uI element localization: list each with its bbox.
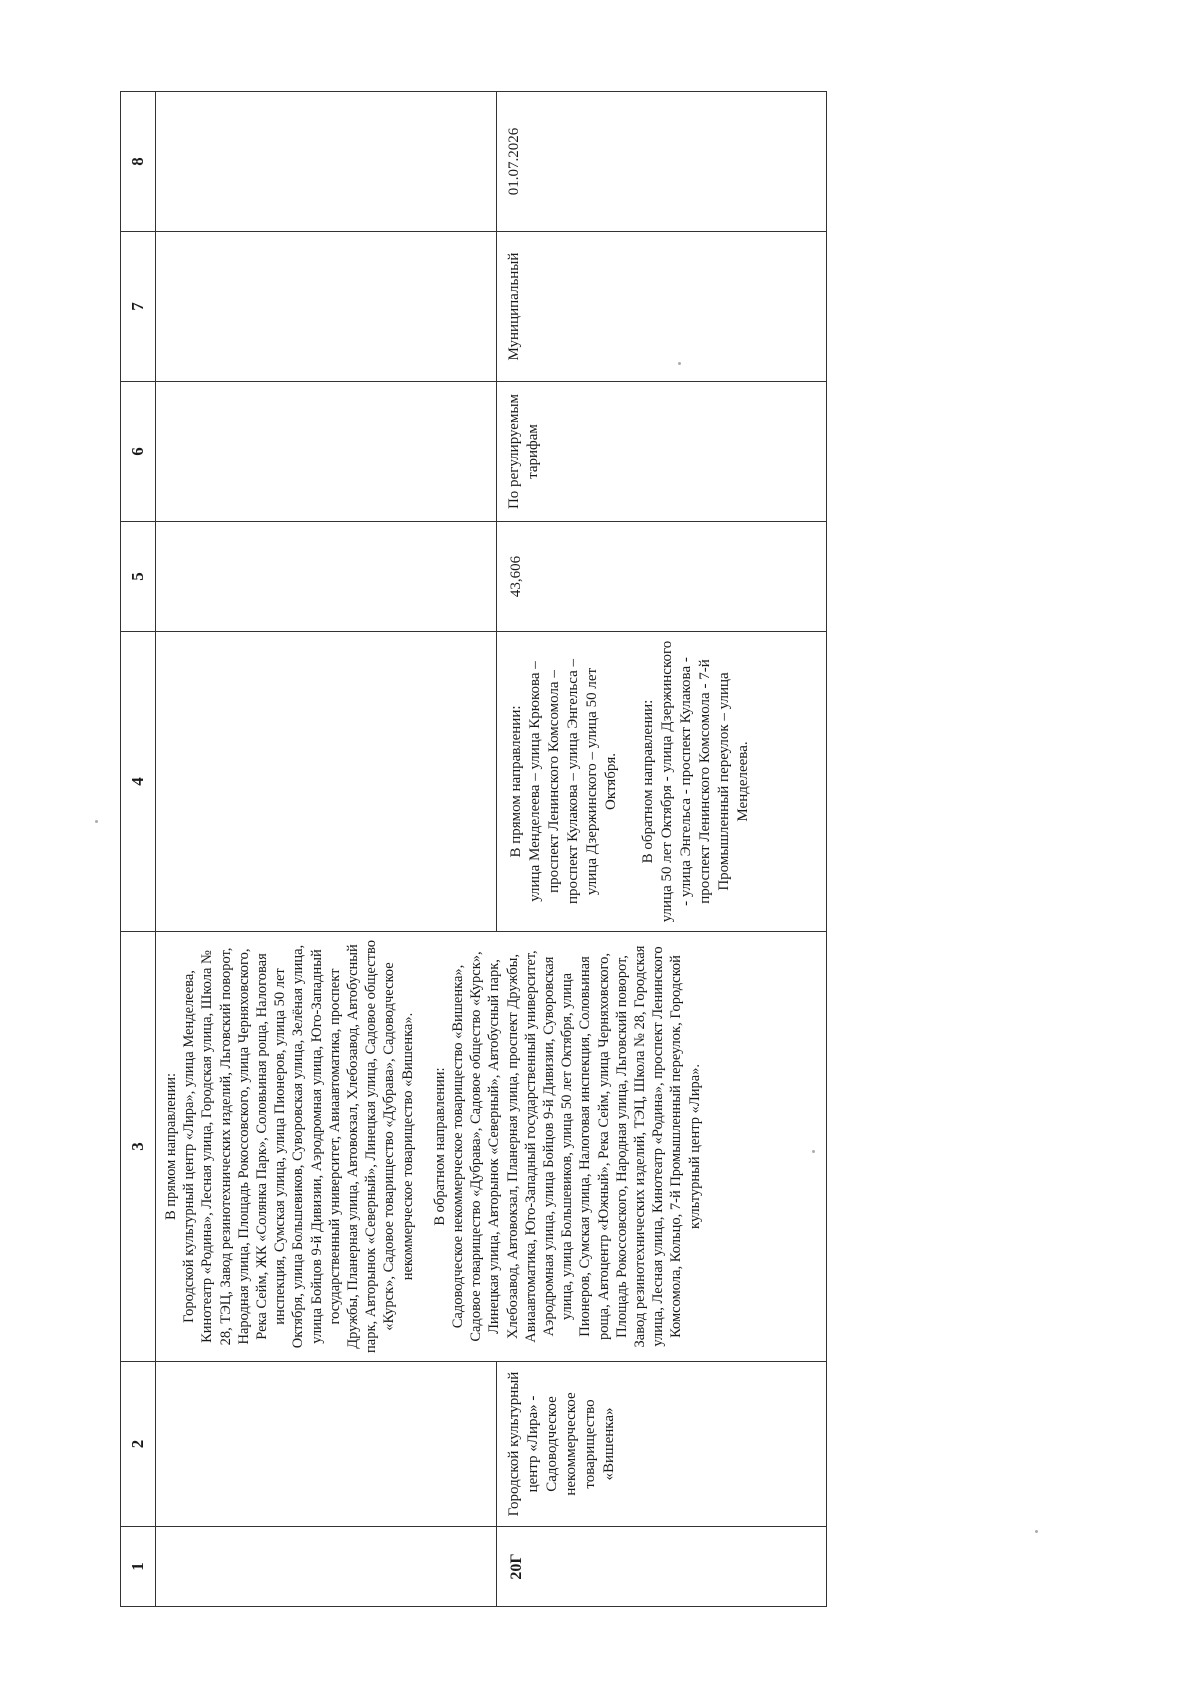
scan-speck bbox=[678, 362, 681, 365]
stops-backward-list: Садоводческое некоммерческое товарищество «Вишенка», Садовое товарищество «Дубрава», Садовое общество «Курск», Линецкая улица, Авторынок «Северный», Автобусный парк, Хлебозавод, Автовокзал, Планерная улица, проспект Дружбы, Авиаавтоматика, Юго-Западный государственный университет, Аэродромная улица, улица Бойцов 9-й Дивизии, Суворовская улица, улица Большевиков, улица 50 лет Октября, улица Пионеров, Сумская улица, Налоговая инспекция, Соловьиная роща, Автоцентр «Южный», Река Сейм, улица Черняховского, Площадь Рокоссовского, Народная улица, Льговский поворот, Завод резинотехнических изделий, ТЭЦ, Школа № 28, Городская улица, Лесная улица, Кинотеатр «Родина», проспект Ленинского Комсомола, Кольцо, 7-й Промышленный переулок, Городской культурный центр «Лира». bbox=[450, 945, 703, 1348]
blank-cell-8 bbox=[156, 92, 497, 232]
scan-speck bbox=[1035, 1530, 1038, 1533]
column-header-5: 5 bbox=[121, 522, 156, 632]
stops-forward-list: Городской культурный центр «Лира», улица Менделеева, Кинотеатр «Родина», Лесная улица, Городская улица, Школа № 28, ТЭЦ, Завод резинотехнических изделий, Льговский поворот, Народная улица, Площадь Рокоссовского, улица Черняховского, Река Сейм, ЖК «Солянка Парк», Соловьиная роща, Налоговая инспекция, Сумская улица, улица Пионеров, улица 50 лет Октября, улица Большевиков, Суворовская улица, Зелёная улица, улица Бойцов 9-й Дивизии, Аэродромная улица, Юго-Западный государственный университет, Авиаавтоматика, проспект Дружбы, Планерная улица, Автовокзал, Хлебозавод, Автобусный парк, Авторынок «Северный», Линецкая улица, Садовое общество «Курск», Садовое товарищество «Дубрава», Садоводческое некоммерческое товарищество «Вишенка». bbox=[181, 940, 416, 1353]
start-date: 01.07.2026 bbox=[506, 127, 522, 196]
stops-cell bbox=[156, 932, 827, 1362]
tariff-cell bbox=[497, 382, 827, 522]
stops-backward-heading: В обратном направлении: bbox=[431, 1067, 448, 1226]
length-cell bbox=[497, 522, 827, 632]
blank-cell-4 bbox=[156, 632, 497, 932]
route-name: Городской культурный центр «Лира» - Садоводческое некоммерческое товарищество «Вишенка» bbox=[506, 1371, 617, 1517]
header-row bbox=[121, 92, 156, 1607]
streets-backward bbox=[639, 640, 753, 923]
streets-cell bbox=[497, 632, 827, 932]
streets-backward-heading: В обратном направлении: bbox=[640, 699, 656, 864]
column-header-1: 1 bbox=[121, 1527, 156, 1607]
column-header-7: 7 bbox=[121, 232, 156, 382]
carrier-cell bbox=[497, 232, 827, 382]
route-number: 20Г bbox=[508, 1553, 525, 1580]
route-registry-table bbox=[120, 91, 827, 1607]
route-length: 43,606 bbox=[508, 555, 524, 598]
blank-cell-7 bbox=[156, 232, 497, 382]
streets-backward-list: улица 50 лет Октября - улица Дзержинского - улица Энгельса - проспект Кулакова - проспект Ленинского Комсомола - 7-й Промышленный переулок – улица Менделеева. bbox=[659, 640, 751, 923]
streets-forward-list: улица Менделеева – улица Крюкова – проспект Ленинского Комсомола – проспект Кулакова – улица Энгельса – улица Дзержинского – улица 50 лет Октября. bbox=[527, 659, 619, 904]
scan-speck bbox=[95, 820, 98, 823]
date-cell bbox=[497, 92, 827, 232]
column-header-2: 2 bbox=[121, 1362, 156, 1527]
blank-row bbox=[156, 92, 497, 1607]
column-header-8: 8 bbox=[121, 92, 156, 232]
column-header-4: 4 bbox=[121, 632, 156, 932]
carrier-type: Муниципальный bbox=[506, 252, 522, 361]
route-name-cell bbox=[497, 1362, 827, 1527]
blank-cell-6 bbox=[156, 382, 497, 522]
stops-forward bbox=[162, 940, 417, 1353]
blank-cell-2 bbox=[156, 1362, 497, 1527]
column-header-6: 6 bbox=[121, 382, 156, 522]
route-number-cell bbox=[497, 1527, 827, 1607]
rotated-table-wrapper bbox=[120, 92, 825, 1607]
blank-cell-5 bbox=[156, 522, 497, 632]
tariff-type: По регулируемым тарифам bbox=[506, 393, 541, 510]
streets-forward bbox=[507, 640, 621, 923]
streets-forward-heading: В прямом направлении: bbox=[508, 705, 524, 858]
stops-forward-heading: В прямом направлении: bbox=[163, 1073, 179, 1221]
route-row bbox=[497, 92, 827, 1607]
blank-cell-1 bbox=[156, 1527, 497, 1607]
stops-backward bbox=[431, 940, 704, 1353]
column-header-3: 3 bbox=[121, 932, 156, 1362]
scan-speck bbox=[812, 1150, 815, 1153]
